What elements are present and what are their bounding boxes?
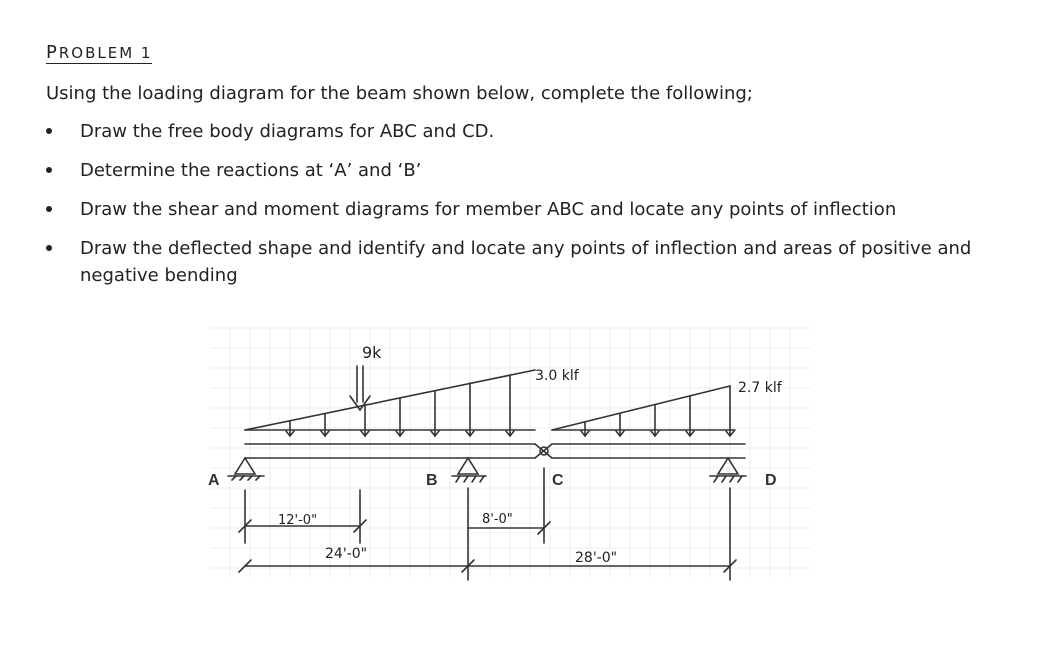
support-d (710, 458, 746, 482)
label-d: D (765, 472, 777, 489)
bullet-icon (46, 245, 52, 251)
task-text: Draw the shear and moment diagrams for member ABC and locate any points of inflection (80, 199, 897, 220)
beam-loading-diagram (190, 318, 830, 598)
problem-heading (46, 44, 152, 64)
support-b (452, 458, 486, 482)
bullet-icon (46, 206, 52, 212)
peak-load-label: 3.0 klf (535, 368, 579, 384)
label-b: B (426, 472, 438, 489)
beam-cd (552, 444, 745, 458)
task-item (46, 196, 1006, 223)
end-load-label: 2.7 klf (738, 380, 782, 396)
dim-12ft-label: 12'-0" (278, 513, 318, 528)
task-text: Draw the deflected shape and identify and locate any points of inflection and areas of positive and negative bending (80, 238, 972, 286)
intro-text: Using the loading diagram for the beam shown below, complete the following; (46, 83, 753, 104)
hinge-c (535, 444, 552, 458)
task-item (46, 157, 1006, 184)
dim-28ft (468, 488, 736, 580)
task-item (46, 118, 1006, 145)
dim-8ft-label: 8'-0" (482, 512, 513, 527)
dim-24ft-label: 24'-0" (325, 546, 368, 562)
label-c: C (552, 472, 564, 489)
task-list (46, 118, 1006, 301)
dim-24ft (239, 488, 474, 580)
dim-28ft-label: 28'-0" (575, 550, 618, 566)
bullet-icon (46, 167, 52, 173)
grid-background (210, 328, 810, 578)
task-text: Draw the free body diagrams for ABC and CD. (80, 121, 495, 142)
task-text: Determine the reactions at ‘A’ and ‘B’ (80, 160, 422, 181)
label-a: A (208, 472, 220, 489)
task-item (46, 235, 1006, 289)
point-load-label: 9k (362, 343, 382, 362)
heading-rest: ROBLEM 1 (58, 44, 153, 62)
support-a (228, 458, 264, 480)
bullet-icon (46, 128, 52, 134)
heading-initial: P (46, 42, 59, 63)
